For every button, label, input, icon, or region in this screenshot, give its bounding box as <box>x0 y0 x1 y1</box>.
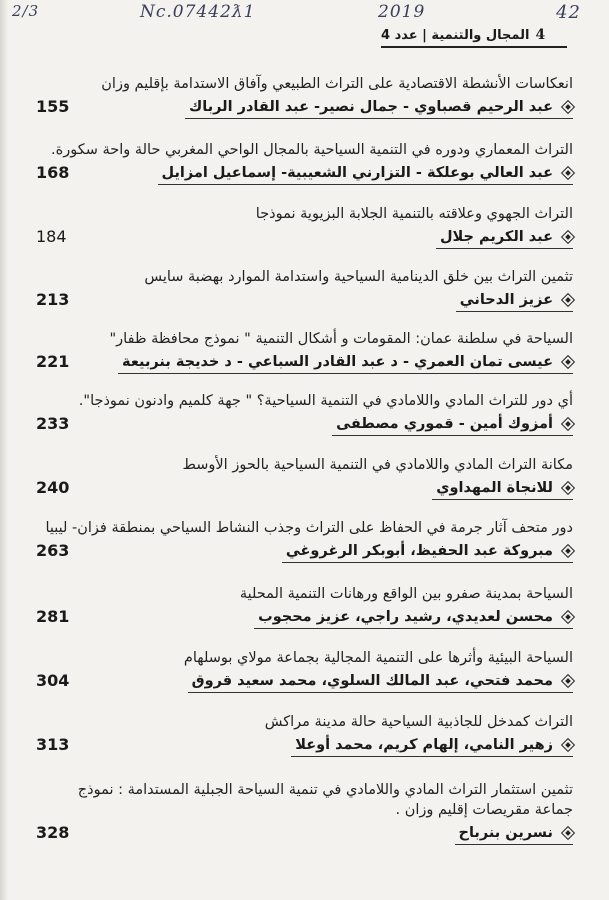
entry-title: مكانة التراث المادي واللامادي في التنمية السياحية بالحوز الأوسط <box>182 457 573 473</box>
entry-authors-row <box>36 96 573 120</box>
entry-authors <box>332 413 573 436</box>
entry-page-number: 304 <box>36 671 70 690</box>
entry-title: دور متحف آثار جرمة في الحفاظ على التراث وجذب النشاط السياحي بمنطقة فزان- ليبيا <box>45 520 573 536</box>
entry-authors-row <box>36 670 573 694</box>
entry-authors <box>455 822 573 845</box>
entry-authors-row <box>36 540 573 564</box>
handwritten-number: 42 <box>556 2 581 23</box>
entry-authors <box>118 351 573 374</box>
entry-authors-row <box>36 226 573 250</box>
scan-edge <box>0 0 8 900</box>
toc-entry[interactable] <box>36 455 573 501</box>
entry-authors <box>185 96 573 119</box>
handwritten-year: 2019 <box>378 2 426 22</box>
authors-text: مبروكة عبد الحفيظ، أبوبكر الرغروغي <box>285 543 553 559</box>
entry-page-number: 263 <box>36 541 70 560</box>
entry-authors-row <box>36 822 573 846</box>
authors-text: محمد فتحي، عبد المالك السلوي، محمد سعيد قروق <box>191 673 553 689</box>
entry-authors-row <box>36 289 573 313</box>
authors-text: أمزوك أمين - قموري مصطفى <box>336 416 553 432</box>
entry-authors <box>436 226 573 249</box>
authors-text: عيسى تمان العمري - د عبد القادر السباعي - د خديجة بنربيعة <box>122 354 553 370</box>
entry-authors <box>456 289 573 312</box>
authors-text: زهير النامي، إلهام كريم، محمد أوعلا <box>295 737 553 753</box>
entry-title: التراث الجهوي وعلاقته بالتنمية الجلابة البزيوية نموذجا <box>255 206 573 222</box>
header-page-number: 4 <box>535 27 546 43</box>
authors-text: للانجاة المهداوي <box>436 480 553 496</box>
diamond-bullet-icon <box>561 738 575 752</box>
entry-authors-row <box>36 734 573 758</box>
entry-page-number: 168 <box>36 163 70 182</box>
entry-authors <box>254 606 573 629</box>
diamond-bullet-icon <box>561 100 575 114</box>
entry-title: السياحة بمدينة صفرو بين الواقع ورهانات التنمية المحلية <box>239 586 573 602</box>
entry-page-number: 184 <box>36 227 67 246</box>
entry-title: تثمين التراث بين خلق الدينامية السياحية واستدامة الموارد بهضبة سايس <box>144 269 573 285</box>
entry-title: التراث كمدخل للجاذبية السياحية حالة مدينة مراكش <box>264 714 573 730</box>
handwritten-fraction: 2/3 <box>12 2 40 20</box>
toc-entry[interactable] <box>36 584 573 630</box>
diamond-bullet-icon <box>561 610 575 624</box>
diamond-bullet-icon <box>561 674 575 688</box>
entry-page-number: 221 <box>36 352 70 371</box>
diamond-bullet-icon <box>561 355 575 369</box>
diamond-bullet-icon <box>561 481 575 495</box>
entry-title: انعكاسات الأنشطة الاقتصادية على التراث الطبيعي وآفاق الاستدامة بإقليم وزان <box>101 76 573 92</box>
toc-entry[interactable] <box>36 267 573 313</box>
toc-entry[interactable] <box>36 780 573 846</box>
handwritten-code: Nc.07442ƛ1 <box>140 2 256 22</box>
toc-entry[interactable] <box>36 140 573 186</box>
entry-page-number: 281 <box>36 607 70 626</box>
authors-text: عبد الرحيم قصباوي - جمال نصير- عبد القادر الرباك <box>188 99 553 115</box>
toc-entry[interactable] <box>36 329 573 375</box>
entry-authors <box>188 670 573 693</box>
diamond-bullet-icon <box>561 826 575 840</box>
entry-page-number: 328 <box>36 823 70 842</box>
running-header <box>381 24 567 48</box>
entry-page-number: 233 <box>36 414 70 433</box>
entry-authors-row <box>36 351 573 375</box>
toc-entry[interactable] <box>36 648 573 694</box>
entry-title: أي دور للتراث المادي واللامادي في التنمية السياحية؟ " جهة كلميم وادنون نموذجا". <box>78 393 573 409</box>
authors-text: نسرين بنرباح <box>458 825 553 841</box>
entry-page-number: 313 <box>36 735 70 754</box>
diamond-bullet-icon <box>561 166 575 180</box>
diamond-bullet-icon <box>561 293 575 307</box>
entry-authors-row <box>36 477 573 501</box>
entry-title: السياحة البيئية وأثرها على التنمية المجالية بجماعة مولاي بوسلهام <box>183 650 573 666</box>
entry-title: تثمين استثمار التراث المادي واللامادي في تنمية السياحة الجبلية المستدامة : نموذج جماعة مقريصات إقليم وزان . <box>77 782 573 818</box>
toc-entry[interactable] <box>36 518 573 564</box>
toc-entry[interactable] <box>36 391 573 437</box>
diamond-bullet-icon <box>561 544 575 558</box>
entry-authors-row <box>36 413 573 437</box>
entry-title: التراث المعماري ودوره في التنمية السياحية بالمجال الواحي المغربي حالة واحة سكورة. <box>51 142 573 158</box>
entry-title: السياحة في سلطنة عمان: المقومات و أشكال التنمية " نموذج محافظة ظفار" <box>109 331 573 347</box>
entry-authors <box>282 540 573 563</box>
diamond-bullet-icon <box>561 417 575 431</box>
toc-entry[interactable] <box>36 712 573 758</box>
authors-text: عزيز الدحاني <box>459 292 553 308</box>
authors-text: عبد الكريم جلال <box>439 229 553 245</box>
entry-page-number: 155 <box>36 97 70 116</box>
entry-authors <box>158 162 574 185</box>
toc-entry[interactable] <box>36 204 573 250</box>
entry-page-number: 240 <box>36 478 70 497</box>
authors-text: عبد العالي بوعلكة - التزارني الشعيبية- إسماعيل امزايل <box>161 165 553 181</box>
diamond-bullet-icon <box>561 230 575 244</box>
toc-entry[interactable] <box>36 74 573 120</box>
entry-page-number: 213 <box>36 290 70 309</box>
entry-authors-row <box>36 162 573 186</box>
entry-authors-row <box>36 606 573 630</box>
header-journal-title: المجال والتنمية | عدد 4 <box>381 27 530 43</box>
authors-text: محسن لعديدي، رشيد راجي، عزيز محجوب <box>258 609 553 625</box>
entry-authors <box>432 477 573 500</box>
entry-authors <box>291 734 573 757</box>
